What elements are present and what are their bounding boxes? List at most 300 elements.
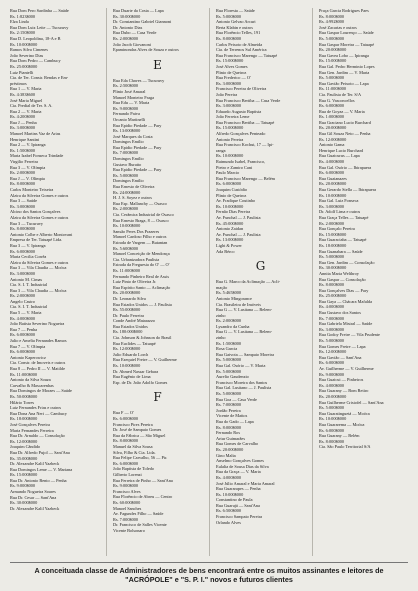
listing-entry: Rs. 9:000$000 bbox=[113, 105, 139, 111]
listing-entry: Pietro e Zamiro Cani bbox=[216, 164, 253, 170]
listing-entry: Rs. 8:000$000 bbox=[216, 35, 242, 41]
listing-entry: Plinio de Queiroz bbox=[216, 192, 247, 198]
listing-entry: Manoel Monteiro Fraga bbox=[113, 94, 155, 100]
listing-entry: Rua Felipe Carvalho, 56 — Pir. bbox=[113, 455, 168, 461]
listing-entry: Rua 7 — V. Olímpia bbox=[10, 343, 46, 349]
listing-entry: Rs. 6:000$000 bbox=[10, 248, 36, 254]
listing-entry: Eulalia de Sousa Dias da Silva bbox=[216, 463, 269, 469]
listing-entry: Antonio Zaidan bbox=[216, 226, 244, 232]
listing-entry: José Júlio Amaral e Maria Amaral bbox=[216, 480, 275, 486]
listing-entry: Francisco Pereira de Oliveira bbox=[216, 86, 267, 92]
listing-entry: Carvalho & Mascarenhas bbox=[10, 382, 54, 388]
listing-entry: Rs. 3:000$000 bbox=[10, 203, 36, 209]
listing-entry: Antonio Mingorance bbox=[216, 295, 252, 301]
listing-entry: Rua Francisco Marengo — Tatuapé bbox=[216, 52, 278, 58]
listing-entry: Av. Funchal — J. Paulista bbox=[216, 231, 261, 237]
listing-entry: Rs. 20:000$000 bbox=[113, 290, 141, 296]
column-2 bbox=[106, 8, 202, 556]
listing-entry: Rs. 15:000$000 bbox=[10, 472, 38, 478]
listing-entry: Rs. 1:500$000 bbox=[216, 340, 242, 346]
listing-entry: Rs. 9:000$000 bbox=[113, 483, 139, 489]
listing-entry: Rua Francisco Marengo — Belém bbox=[216, 175, 275, 181]
listing-entry: Rua Domingos de Moraes — Saúde bbox=[10, 388, 72, 394]
listing-entry: Cia. de Terrenos Sul América bbox=[216, 47, 267, 53]
listing-entry: Rs. 10:000$000 bbox=[216, 491, 244, 497]
listing-entry: Antonio Colbe e Alberto Montovani bbox=[10, 231, 73, 237]
listing-entry: Rs. 2:150$000 bbox=[10, 30, 36, 36]
listing-entry: Orlando Alves bbox=[216, 519, 241, 525]
listing-entry: Rua Guanabara — Saúde bbox=[319, 248, 363, 254]
listing-entry: Rs. 25:000$000 bbox=[319, 293, 347, 299]
listing-entry: Rs. 25:000$000 bbox=[10, 63, 38, 69]
listing-entry: Rs. 10:000$000 bbox=[216, 203, 244, 209]
listing-entry: Manoel Sanches bbox=[113, 505, 142, 511]
listing-entry: Rs. 5:000$000 bbox=[216, 13, 242, 19]
listing-entry: Annita Maria Welthroy bbox=[319, 270, 359, 276]
listing-entry: Elza Linda bbox=[10, 19, 29, 25]
listing-entry: ranga bbox=[216, 147, 226, 153]
listing-entry: Rs. 20:000$000 bbox=[319, 181, 347, 187]
listing-entry: Rua Gen. Jardim — Consolação bbox=[319, 259, 375, 265]
listing-entry: Rs. 2:000$000 bbox=[10, 293, 36, 299]
listing-entry: Rua Guararapes — Penha bbox=[216, 486, 261, 492]
listing-entry: Av. Funchal — J. Paulista bbox=[216, 214, 261, 220]
listing-entry: Joaquim Custódio bbox=[216, 187, 248, 192]
listing-entry: Rua Ernesto Braga, 8 — Osasco bbox=[113, 217, 169, 223]
listing-entry: Francisco Sampaio Pereira bbox=[216, 514, 263, 520]
listing-entry: Antonio M. Cimas bbox=[10, 276, 43, 282]
listing-entry: Gilberto Lorenzi bbox=[113, 471, 142, 477]
listing-entry: Rua Estados Unidos — J. Paulista bbox=[113, 301, 172, 307]
listing-entry: Rua Dr. Alfredo Pujol — Sant'Ana bbox=[10, 449, 70, 455]
listing-entry: Cia. Predial de Ter. S. A. bbox=[10, 103, 53, 109]
listing-entry: Rua da Fábrica — São Miguel bbox=[113, 432, 166, 438]
listing-entry: Rua Epidio Piedade — Pary bbox=[113, 167, 162, 173]
listing-columns bbox=[10, 8, 408, 556]
listing-entry: Rs. 18:000$000 bbox=[319, 242, 347, 248]
listing-entry: Rua J — V. Olímpia bbox=[10, 175, 45, 181]
listing-entry: Rua de Goyaz — V. Maria bbox=[319, 108, 365, 114]
listing-entry: Anselmo Gonçalves Gomes bbox=[216, 458, 264, 464]
listing-entry: Rua Gaspar Moreira — Tatuapé bbox=[319, 41, 374, 47]
listing-entry: Rua Duarte da Costa — Lapa bbox=[113, 8, 164, 13]
listing-entry: Rs. 11:000$000 bbox=[113, 267, 141, 273]
listing-entry: Rs. 18:000$000 bbox=[10, 416, 38, 422]
listing-entry: Rs. 8:000$000 bbox=[216, 424, 242, 430]
listing-entry: Rua Espírito Santo — Aclimação bbox=[113, 284, 171, 290]
listing-entry: Rua 3 — Saúde bbox=[10, 198, 38, 204]
listing-entry: Conde André Matarazzo bbox=[113, 318, 155, 324]
listing-entry: João Ferreira Leme bbox=[216, 114, 250, 120]
listing-entry: Antonio Pereira bbox=[216, 136, 244, 142]
listing-entry: Rua Dom Pero Sardinha — Saúde bbox=[10, 8, 69, 13]
listing-entry: Angelo Castro bbox=[10, 298, 35, 304]
listing-entry: Cia. Paulista de Ter. S/A bbox=[319, 91, 362, 97]
listing-entry: Rs. 5:000$000 bbox=[216, 391, 242, 396]
listing-entry: Orcanio Martinelli bbox=[113, 116, 146, 122]
listing-entry: Rs. 5:000$000 bbox=[319, 405, 345, 411]
listing-entry: Constantino de Paula bbox=[216, 497, 253, 503]
listing-entry: Rs. 4:000$000 bbox=[319, 382, 345, 388]
listing-entry: Praça Garcia Rodrigues Paes bbox=[319, 8, 369, 13]
listing-entry: Rs. 5:000$000 bbox=[319, 254, 345, 260]
listing-entry: Rua Gerardo Stella — Ibirapuera bbox=[319, 187, 377, 192]
listing-entry: José Maria Miguel bbox=[10, 97, 43, 103]
listing-entry: Rua Guarujá — Sant'Ana bbox=[216, 502, 260, 508]
listing-entry: Rs. 6:000$000 bbox=[113, 416, 139, 421]
listing-entry: Rua Gen. Jardim — V. Maria bbox=[319, 69, 370, 75]
listing-entry: Jordão Pereira bbox=[216, 407, 241, 413]
listing-entry: Rs. 13:000$000 bbox=[216, 237, 244, 243]
listing-entry: Rs. 4:000$000 bbox=[216, 474, 242, 480]
listing-entry: Rs. 3:000$000 bbox=[10, 270, 36, 276]
listing-entry: Rs. 6:000$000 bbox=[319, 427, 345, 433]
listing-entry: Cia. Brasileira de Imóveis bbox=[216, 301, 261, 307]
listing-entry: Rua Dr. Antonio Bento — Penha bbox=[10, 477, 67, 483]
listing-entry: Rosa Garcia bbox=[216, 346, 238, 352]
listing-entry: Rua Guarany — Belém bbox=[319, 433, 360, 439]
listing-entry: Rs. 4:383$600 bbox=[10, 91, 36, 97]
listing-entry: Esp. de Dr. João Adolfo Gomes bbox=[113, 379, 168, 385]
listing-entry: Rua Estados Unidos bbox=[113, 323, 148, 329]
listing-entry: João Jacob Giovanoni bbox=[113, 41, 151, 47]
section-letter: E bbox=[153, 57, 162, 72]
listing-entry: Sansão Peres Dos Prazeres bbox=[113, 228, 160, 234]
listing-entry: Francisco Moreira dos Santos bbox=[216, 379, 268, 385]
listing-entry: Light & Power bbox=[216, 242, 242, 248]
listing-entry: Rua Gavea Lobo — Ipiranga bbox=[319, 52, 369, 58]
listing-entry: Rs. 2:000$000 bbox=[113, 206, 139, 212]
listing-entry: Rua Frederico — O' bbox=[216, 75, 251, 81]
listing-entry: Rua Gal. Luiz Fonseca bbox=[319, 198, 359, 204]
listing-entry: Cia. São Paulo Territorial S/A bbox=[319, 444, 371, 450]
listing-entry: Plinio de Queiroz bbox=[216, 69, 247, 75]
listing-entry: Manoel Martins Vaz de Arias bbox=[10, 131, 61, 137]
listing-entry: Maria Fernandes Ferreira bbox=[10, 427, 54, 433]
listing-entry: Rs. 4:000$000 bbox=[10, 315, 36, 321]
listing-entry: Rs. 20:000$000 bbox=[319, 393, 347, 399]
listing-entry: Antonio Gelvao Arcuri bbox=[216, 19, 256, 25]
listing-entry: Dr. Leonardo Silva bbox=[113, 295, 146, 301]
listing-entry: Rs. 45:000$000 bbox=[216, 220, 244, 226]
listing-entry: Alzira da Silveira Gomes e outros bbox=[10, 259, 69, 265]
listing-entry: Rs. 3:000$000 bbox=[319, 326, 345, 332]
listing-entry: Manuel da Silva Sousa bbox=[113, 443, 153, 449]
listing-entry: Rs. 10:000$000 bbox=[113, 223, 141, 229]
listing-entry: Rs. 6:000$000 bbox=[10, 349, 36, 355]
listing-entry: Lysandro da Cunha bbox=[216, 323, 250, 329]
listing-entry: Rs. 4:000$000 bbox=[319, 159, 345, 165]
listing-entry: Rs. 12:000$000 bbox=[319, 349, 347, 355]
listing-entry: Paulo Marcio bbox=[216, 170, 240, 176]
listing-entry: Aurelio Gaudenzio bbox=[216, 374, 249, 380]
listing-entry: Rua 3 — V. Olímpia bbox=[10, 164, 46, 170]
listing-entry: Rua Guaicurus — Lapa bbox=[319, 153, 360, 159]
listing-entry: Luiz Piantelli bbox=[10, 69, 34, 75]
listing-entry: Domingos Emilio bbox=[113, 139, 144, 145]
listing-entry: Rua Francisco Kochut, 17 — Ipi- bbox=[216, 142, 274, 148]
listing-entry: José Zacarias e outros bbox=[319, 24, 357, 30]
listing-entry: Rua Dom Pedro — Cambucy bbox=[10, 58, 61, 64]
listing-entry: Rua da Graça — V. Maria bbox=[216, 469, 261, 475]
advertisement-footer: A conceituada classe de Administradores de bens encontrará entre os muitos assinantes e leitores de "ACRÓPOLE" e "S. P. I." novos e futuros clientes bbox=[10, 562, 408, 584]
listing-entry: Rs. 5:465$000 bbox=[216, 290, 242, 296]
listing-entry: Rs. 10:000$000 bbox=[113, 363, 141, 369]
listing-entry: Rs. 4:200$000 bbox=[10, 114, 36, 120]
listing-entry: zinho bbox=[216, 335, 226, 341]
listing-entry: Cia. Cerâmica Industrial de Osasco bbox=[113, 212, 174, 217]
listing-entry: Dr. Adolf Lima e outros bbox=[319, 209, 361, 215]
listing-entry: Alzira da Silveira Gomes e outros bbox=[10, 214, 69, 220]
listing-entry: João Pereira bbox=[216, 91, 238, 97]
listing-entry: Joaquim Cândido bbox=[10, 444, 41, 450]
listing-entry: Rua Dr. Cesar — Sant'Ana bbox=[10, 494, 57, 500]
listing-entry: Vicente Bolsonaro bbox=[113, 527, 145, 533]
listing-entry: Dr. Ahmed Nassar Gebara bbox=[113, 368, 159, 374]
listing-entry: Rua Euclides — Tatuapé bbox=[113, 340, 156, 346]
listing-entry: Rs. 2:000$000 bbox=[319, 220, 345, 226]
listing-entry: Rua Dr. Arnaldo — Consolação bbox=[10, 433, 65, 439]
listing-entry: Dr. Paulo Ferreira bbox=[113, 312, 144, 318]
listing-entry: Rs. 15:000$000 bbox=[216, 58, 244, 64]
column-1 bbox=[10, 8, 99, 556]
listing-entry: Rua Ferreira de Pinho — Sant'Ana bbox=[113, 477, 173, 483]
listing-entry: Rua Gaspar Lourenço — Saúde bbox=[319, 30, 374, 36]
listing-entry: Alcino dos Santos Gonçalves bbox=[10, 209, 61, 215]
listing-entry: Rua Guararema — Moóca bbox=[319, 421, 365, 427]
listing-entry: Rs. 5:000$000 bbox=[319, 75, 345, 81]
listing-entry: Rs. 24:000$000 bbox=[113, 189, 141, 195]
listing-entry: Dr. Constantino Gabriel Giannoni bbox=[113, 19, 172, 25]
listing-entry: Alzira da Silveira Gomes e outros bbox=[10, 192, 69, 198]
listing-entry: Henrique Lucio Burchard bbox=[319, 147, 364, 153]
listing-entry: Rua 3 — Vila Claudia — Moóca bbox=[10, 287, 67, 293]
listing-entry: Rua Gal. Lusitano — J. Paulista bbox=[216, 385, 272, 391]
listing-entry: Rs. 8:000$000 bbox=[113, 438, 139, 444]
listing-entry: Julio e Amelia Fernandes Ramos bbox=[10, 338, 67, 344]
listing-entry: Rua Gonçalo Pereira bbox=[319, 226, 355, 232]
listing-entry: Rua Graça Telles — Tatuapé bbox=[319, 214, 369, 220]
listing-entry: Rs. 55:000$000 bbox=[113, 307, 141, 313]
listing-entry: Antonio Gama bbox=[319, 142, 345, 148]
listing-entry: Estrada de Vargem — Butantan bbox=[113, 239, 168, 245]
listing-entry: Rua Eugênio de Lima bbox=[113, 374, 151, 380]
listing-entry: Rua Gabriela Mistral — Saúde bbox=[319, 321, 373, 327]
listing-entry: José Gonçalves Pereira bbox=[10, 421, 50, 427]
listing-entry: Rua J — Penha bbox=[10, 119, 37, 125]
listing-entry: Rs. 180:000$000 bbox=[113, 329, 143, 335]
listing-entry: Rs. 10:000$000 bbox=[319, 192, 347, 198]
listing-entry: Estrada da Freguesia do O' — O' bbox=[113, 262, 170, 268]
listing-entry: Rua Guaraciaba — Tatuapé bbox=[319, 237, 367, 243]
listing-entry: Domingos Emilio bbox=[113, 178, 144, 184]
listing-entry: Gustavo Buratto bbox=[113, 161, 142, 167]
listing-entry: Rua 3 — Vila Claudia — Moóca bbox=[10, 265, 67, 271]
listing-entry: Rua Epidio Piedade — Pary bbox=[113, 144, 162, 150]
listing-entry: Rua Graciano Lucio Burchard bbox=[319, 119, 371, 125]
listing-entry: Rs. 2:000$000 bbox=[10, 170, 36, 176]
listing-entry: Rua Ernesto de Oliveira bbox=[113, 184, 155, 190]
listing-entry: Rs. 8:000$000 bbox=[10, 226, 36, 232]
listing-entry: Rs. 11:000$000 bbox=[10, 371, 38, 377]
listing-entry: Rs. 6:000$000 bbox=[319, 103, 345, 109]
listing-entry: Fernão Dias Pereira bbox=[216, 209, 251, 215]
listing-entry: Rs. 3:000$000 bbox=[319, 203, 345, 209]
listing-entry: Rs. 7:000$000 bbox=[216, 402, 242, 408]
listing-entry: Rs. 6:000$000 bbox=[113, 460, 139, 466]
listing-entry: Antonio da Silva Souza bbox=[10, 377, 51, 383]
listing-entry: Julio Eduardo Lorch bbox=[113, 351, 149, 357]
listing-entry: Rua Dom Luiz Leite — Tucuruvy bbox=[10, 24, 69, 30]
listing-entry: Maria Izabel Fonseca Trindade bbox=[10, 153, 64, 159]
listing-entry: Rs. 3:000$000 bbox=[216, 80, 242, 86]
listing-entry: Av. Fradique Coutinho bbox=[216, 198, 256, 204]
listing-entry: Luiz Fernandes Frias e outros bbox=[10, 405, 62, 411]
listing-entry: Rs. 2:500$000 bbox=[113, 83, 139, 89]
listing-entry: Rua Gonçalves Dias — Pary bbox=[319, 287, 369, 293]
column-4 bbox=[312, 8, 408, 556]
listing-entry: Raimundo Isabel, Francisco, bbox=[216, 159, 266, 165]
listing-entry: Rs. 5:000$000 bbox=[319, 338, 345, 344]
listing-entry: Cia. S. I. T. Industrial bbox=[10, 304, 48, 310]
listing-entry: Rua Floresta — Saúde bbox=[216, 8, 255, 13]
listing-entry: Rua Francisco Bertiba — Tatuapé bbox=[216, 119, 275, 125]
listing-entry: Rua Gal. Osório — V. Maria bbox=[216, 363, 266, 369]
listing-entry: José Marques da Costa bbox=[113, 133, 153, 139]
listing-entry: Ada Bérco bbox=[216, 248, 235, 254]
listing-entry: Rua Gavião Peixoto — Lapa bbox=[319, 80, 369, 86]
listing-entry: Rs. 2:000$000 bbox=[113, 35, 139, 41]
listing-entry: Rua 1 — V. Maria bbox=[10, 86, 42, 92]
listing-entry: Carlos Monteiro Teixeira bbox=[10, 187, 54, 192]
listing-entry: Francisco Pires Pereira bbox=[113, 421, 153, 427]
listing-entry: Francisco Alves bbox=[113, 488, 141, 494]
listing-entry: Rs. 30:000$000 bbox=[319, 265, 347, 271]
listing-entry: Rs. 20:000$000 bbox=[216, 446, 244, 452]
listing-entry: Antonio Kaperowicz bbox=[10, 354, 46, 360]
listing-entry: Cia. de Ter. Constr. Rendas e Em- bbox=[10, 75, 69, 81]
listing-entry: Rs. 50:000$000 bbox=[10, 393, 38, 399]
listing-entry: mação bbox=[216, 284, 228, 290]
listing-entry: Cia. Johnson & Johnson do Brasil bbox=[113, 335, 172, 341]
listing-entry: João Baptista de Toledo bbox=[113, 466, 155, 472]
listing-entry: Rua 3 — Tucuruvy bbox=[10, 220, 44, 226]
listing-entry: Rs. 1:500$000 bbox=[10, 147, 36, 153]
listing-entry: Alfredo Gonçalves Penteado bbox=[216, 131, 266, 137]
listing-entry: Rs. 10:000$000 bbox=[216, 153, 244, 159]
listing-entry: Rua Gaspar — Consolação bbox=[319, 276, 366, 282]
listing-entry: Rua 3 — V. Ipiranga bbox=[10, 242, 46, 248]
listing-entry: Cia. Urbanizadora Paulista bbox=[113, 256, 160, 262]
listing-entry: Rs. 7:000$000 bbox=[319, 315, 345, 321]
listing-entry: Rs. 12:000$000 bbox=[10, 438, 38, 444]
listing-entry: Rua Guaicui — Pinheiros bbox=[319, 377, 364, 383]
listing-entry: Rua 7 — Penha bbox=[10, 326, 38, 332]
listing-entry: Rs. 2:000$000 bbox=[216, 318, 242, 324]
listing-entry: Rs. 5:000$000 bbox=[216, 357, 242, 363]
listing-entry: Vicente de Mattos bbox=[216, 413, 248, 419]
section-letter: F bbox=[153, 390, 162, 405]
listing-entry: Rua Domingos Leme — V. Mariana bbox=[10, 466, 73, 472]
listing-entry: Rs. 1:823$000 bbox=[10, 13, 36, 19]
listing-entry: Epaminondas Alves de Souza e outros bbox=[113, 47, 179, 53]
listing-entry: Rua 2 — V. Maria bbox=[10, 108, 42, 114]
listing-entry: H. J. S. Soyez e outros bbox=[113, 195, 152, 201]
listing-entry: Rs. 60:000$000 bbox=[113, 499, 141, 505]
listing-entry: Rua Guaianazes bbox=[319, 175, 347, 181]
listing-entry: Artur Guimarães bbox=[216, 435, 245, 441]
listing-entry: Rs. 6:000$000 bbox=[216, 181, 242, 187]
listing-entry: Rua G — V. Lusitana — Belem- bbox=[216, 329, 273, 335]
listing-entry: Rs. 6:000$000 bbox=[319, 170, 345, 176]
listing-entry: Rs. 15:000$000 bbox=[319, 231, 347, 237]
listing-entry: Rs. 12:000$000 bbox=[319, 136, 347, 142]
listing-entry: Fernando Pinheiro Real de Assis bbox=[113, 273, 170, 279]
listing-entry: Rua 5 — V. Maria bbox=[10, 310, 42, 316]
listing-entry: Rua 2 — V. Ipiranga bbox=[10, 142, 46, 148]
listing-entry: Rua Epidio Piedade — Pary bbox=[113, 122, 162, 128]
listing-entry: Domingos Emilio bbox=[113, 156, 144, 162]
listing-entry: Rua F — O' bbox=[113, 410, 134, 416]
listing-entry: Dr. José de Sampaio Gomes bbox=[113, 427, 162, 433]
listing-entry: Fernando Ros bbox=[216, 430, 240, 436]
listing-entry: Rs. 35:000$000 bbox=[10, 455, 38, 461]
listing-entry: Rua Gavião — Sant'Ana bbox=[319, 354, 362, 360]
listing-entry: Rs. 30:000$000 bbox=[113, 13, 141, 19]
listing-entry: João Severino Dias bbox=[10, 52, 44, 58]
listing-entry: Empresa de Ter. Tatuapé Ltda. bbox=[10, 237, 63, 243]
listing-entry: Rua Godoy Freire — Vila Prudente bbox=[319, 332, 380, 338]
listing-entry: Rs. 4:000$000 bbox=[319, 304, 345, 310]
listing-entry: Rs. 8:000$000 bbox=[10, 181, 36, 187]
listing-entry: Rua Ezequiel Freire — V. Guilherme bbox=[113, 357, 177, 363]
listing-entry: Carlos Peixoto de Almeida bbox=[216, 41, 263, 47]
listing-entry: Rua Florêncio de Abreu — Centro bbox=[113, 494, 173, 500]
listing-entry: Rs. 20:000$000 bbox=[319, 47, 347, 53]
column-3 bbox=[209, 8, 305, 556]
listing-entry: Rua Gomes Freire — Lapa bbox=[319, 343, 366, 349]
listing-entry: Rua Dona Ana Neri — Cambucy bbox=[10, 410, 67, 416]
listing-entry: préstimos bbox=[10, 80, 27, 86]
listing-entry: Manoel Conceição de Mendonça bbox=[113, 251, 170, 257]
listing-entry: Henrique Santini bbox=[10, 136, 40, 142]
listing-entry: Av. Guilherme — V. Guilherme bbox=[319, 366, 374, 371]
listing-entry: Rs. 7:000$000 bbox=[113, 516, 139, 522]
listing-entry: Berta Klabin e outros bbox=[216, 24, 253, 30]
listing-entry: Rs. 6:000$000 bbox=[319, 360, 345, 366]
listing-entry: Rs. 5:000$000 bbox=[216, 368, 242, 374]
listing-entry: Rua Guarany — Bom Retiro bbox=[319, 388, 369, 394]
listing-entry: Rs. 8:000$000 bbox=[319, 438, 345, 444]
listing-entry: Rua Gomes de Carvalho bbox=[216, 441, 259, 447]
listing-entry: Rs. 1:000$000 bbox=[319, 114, 345, 120]
listing-entry: Rua G — V. Lusitana — Belem- bbox=[216, 307, 273, 313]
listing-entry: Rua Gustavo dos Santos bbox=[319, 310, 361, 316]
listing-entry: Rua Gil Souza Neto — Penha bbox=[319, 131, 371, 137]
listing-entry: Rua G. Vasconcellos bbox=[319, 97, 355, 103]
listing-entry: Rua Florêncio Telles, 191 bbox=[216, 30, 261, 36]
listing-entry: Rs. 6:000$000 bbox=[10, 332, 36, 338]
listing-entry: Rua Gaya — Chácara Mafalda bbox=[319, 298, 372, 304]
listing-entry: Eduardo Augusto Baptista bbox=[216, 108, 262, 114]
listing-entry: Manoel Cardoso Filho e outros bbox=[113, 234, 167, 240]
listing-entry: João Batista Severino Nogueira bbox=[10, 321, 65, 327]
listing-entry: Silva, Filho & Cia. Ltda. bbox=[113, 449, 156, 455]
listing-entry: Rs. 7:000$000 bbox=[113, 150, 139, 156]
listing-entry: Rua Eda Chaves — Tucuruvy bbox=[113, 77, 165, 83]
listing-entry: Rs. 9:000$000 bbox=[319, 371, 345, 377]
listing-entry: Rs. 10:000$000 bbox=[10, 41, 38, 47]
